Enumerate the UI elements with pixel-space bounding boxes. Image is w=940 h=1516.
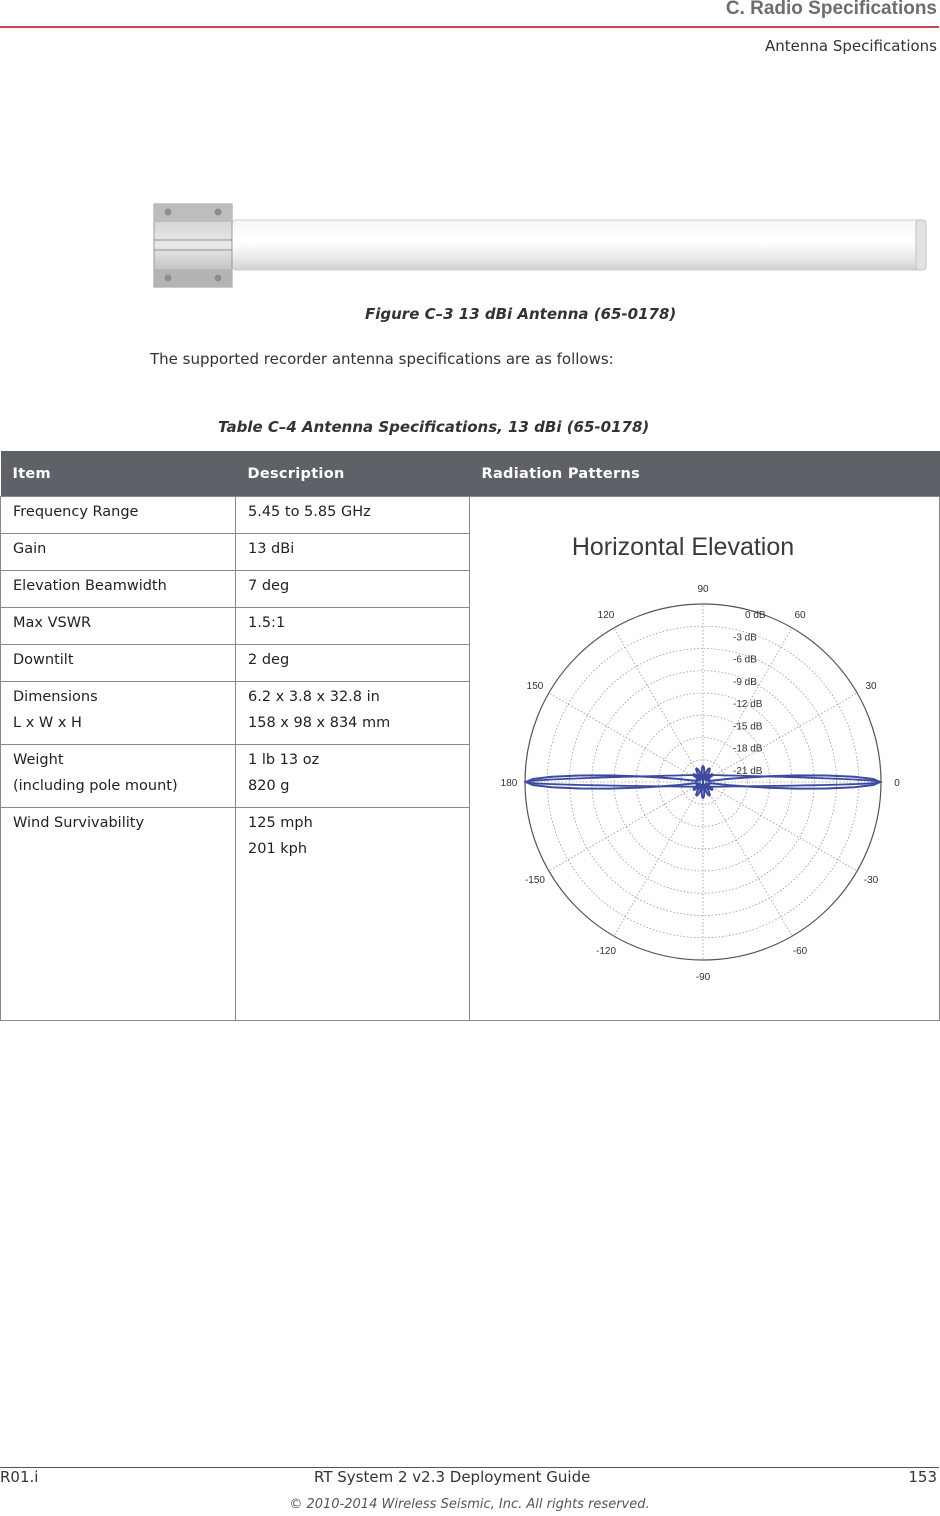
description-text: 13 dBi bbox=[248, 541, 295, 557]
item-cell bbox=[1, 808, 236, 1021]
item-cell bbox=[1, 571, 236, 608]
description-cell bbox=[236, 745, 470, 808]
table-header-row bbox=[1, 451, 940, 497]
description-cell bbox=[236, 497, 470, 534]
description-cell bbox=[236, 608, 470, 645]
angle-label: 180 bbox=[500, 778, 518, 789]
item-cell bbox=[1, 608, 236, 645]
description-text: 2 deg bbox=[248, 652, 290, 668]
description-text: 125 mph bbox=[248, 815, 313, 831]
description-text: 6.2 x 3.8 x 32.8 in bbox=[248, 689, 380, 705]
ring-label: -15 dB bbox=[733, 721, 763, 733]
ring-labels bbox=[733, 610, 766, 777]
description-cell bbox=[236, 808, 470, 1021]
intro-paragraph: The supported recorder antenna specifications are as follows: bbox=[150, 350, 614, 368]
item-text: Dimensions bbox=[13, 689, 98, 705]
ring-label: -12 dB bbox=[733, 699, 763, 710]
item-text: Frequency Range bbox=[13, 504, 139, 520]
footer-revision: R01.i bbox=[0, 1468, 39, 1486]
description-cell bbox=[236, 645, 470, 682]
item-text: L x W x H bbox=[13, 715, 82, 731]
description-cell bbox=[236, 571, 470, 608]
item-text: Gain bbox=[13, 541, 47, 557]
ring-label: -21 dB bbox=[733, 765, 763, 777]
item-cell bbox=[1, 497, 236, 534]
angle-label: -30 bbox=[863, 875, 879, 886]
grid-spoke bbox=[703, 782, 792, 936]
figure-caption: Figure C–3 13 dBi Antenna (65-0178) bbox=[365, 305, 677, 323]
angle-label: 150 bbox=[526, 681, 544, 692]
radiation-pattern-title: Horizontal Elevation bbox=[571, 533, 795, 561]
ring-label: -3 dB bbox=[733, 632, 757, 644]
item-text: (including pole mount) bbox=[13, 778, 178, 794]
description-text: 1 lb 13 oz bbox=[248, 752, 320, 768]
angle-label: -60 bbox=[792, 946, 808, 958]
item-text: Elevation Beamwidth bbox=[13, 578, 167, 594]
item-cell bbox=[1, 682, 236, 745]
chapter-title: C. Radio Specifications bbox=[725, 0, 937, 19]
description-text: 820 g bbox=[248, 778, 290, 794]
section-title: Antenna Specifications bbox=[765, 37, 937, 55]
item-text: Wind Survivability bbox=[13, 815, 145, 831]
column-header-item: Item bbox=[1, 451, 236, 497]
item-text: Downtilt bbox=[13, 652, 74, 668]
angle-label: -90 bbox=[695, 972, 711, 983]
description-text: 5.45 to 5.85 GHz bbox=[248, 504, 371, 520]
antenna-image bbox=[154, 203, 928, 288]
footer-page-number: 153 bbox=[908, 1468, 937, 1486]
column-header-description: Description bbox=[236, 451, 470, 497]
angle-label: 120 bbox=[597, 609, 615, 621]
angle-label: 60 bbox=[794, 609, 806, 621]
ring-label: 0 dB bbox=[745, 610, 766, 621]
item-text: Weight bbox=[13, 752, 64, 768]
item-cell bbox=[1, 745, 236, 808]
item-cell bbox=[1, 534, 236, 571]
angle-label: 30 bbox=[865, 681, 877, 692]
description-text: 1.5:1 bbox=[248, 615, 286, 631]
column-header-radiation-patterns: Radiation Patterns bbox=[470, 451, 940, 497]
ring-label: -9 dB bbox=[733, 676, 757, 688]
radiation-pattern-cell bbox=[470, 497, 940, 1021]
description-text: 158 x 98 x 834 mm bbox=[248, 715, 391, 731]
ring-label: -18 dB bbox=[733, 743, 763, 755]
angle-label: -120 bbox=[595, 946, 617, 958]
table-caption: Table C–4 Antenna Specifications, 13 dBi (65-0178) bbox=[218, 418, 650, 436]
description-cell bbox=[236, 682, 470, 745]
table-row bbox=[1, 497, 940, 534]
item-cell bbox=[1, 645, 236, 682]
ring-label: -6 dB bbox=[733, 654, 757, 666]
antenna-spec-table bbox=[0, 451, 940, 1021]
angle-label: 0 bbox=[894, 778, 900, 789]
angle-label: 90 bbox=[697, 584, 709, 595]
footer-copyright: © 2010-2014 Wireless Seismic, Inc. All rights reserved. bbox=[289, 1497, 650, 1512]
description-text: 7 deg bbox=[248, 578, 290, 594]
header-rule bbox=[0, 26, 939, 28]
description-text: 201 kph bbox=[248, 841, 308, 857]
item-text: Max VSWR bbox=[13, 615, 92, 631]
description-cell bbox=[236, 534, 470, 571]
grid-spoke bbox=[549, 782, 703, 871]
angle-label: -150 bbox=[524, 875, 545, 886]
radiation-pattern-chart bbox=[500, 517, 903, 997]
footer-guide-title: RT System 2 v2.3 Deployment Guide bbox=[314, 1468, 591, 1486]
